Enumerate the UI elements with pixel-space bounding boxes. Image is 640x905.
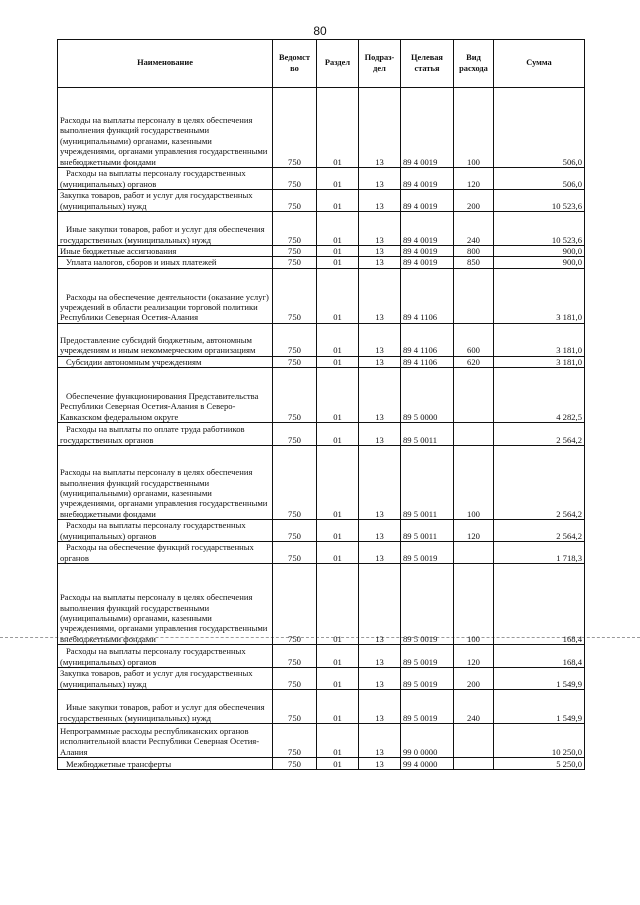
cell-target-article: 89 5 0019 [401, 542, 454, 564]
cell-vedomstvo: 750 [273, 758, 317, 770]
cell-vedomstvo: 750 [273, 564, 317, 645]
cell-vedomstvo: 750 [273, 542, 317, 564]
header-podrazdel: Подраз- дел [359, 40, 401, 88]
cell-target-article: 89 5 0019 [401, 690, 454, 724]
cell-name: Расходы на выплаты персоналу государственных (муниципальных) органов [58, 520, 273, 542]
cell-vedomstvo: 750 [273, 368, 317, 423]
cell-expense-type [454, 724, 494, 758]
table-row [58, 520, 585, 542]
cell-podrazdel: 13 [359, 520, 401, 542]
cell-podrazdel: 13 [359, 645, 401, 668]
cell-name: Межбюджетные трансферты [58, 758, 273, 770]
table-row [58, 356, 585, 367]
table-row [58, 758, 585, 770]
cell-razdel: 01 [317, 268, 359, 323]
header-sum: Сумма [494, 40, 585, 88]
cell-sum: 900,0 [494, 246, 585, 257]
cell-razdel: 01 [317, 212, 359, 246]
header-target-article: Целевая статья [401, 40, 454, 88]
cell-vedomstvo: 750 [273, 423, 317, 446]
cell-razdel: 01 [317, 690, 359, 724]
cell-sum: 1 718,3 [494, 542, 585, 564]
cell-expense-type: 100 [454, 446, 494, 520]
cell-vedomstvo: 750 [273, 724, 317, 758]
cell-name: Иные бюджетные ассигнования [58, 246, 273, 257]
cell-podrazdel: 13 [359, 246, 401, 257]
cell-podrazdel: 13 [359, 268, 401, 323]
cell-podrazdel: 13 [359, 88, 401, 168]
cell-target-article: 89 4 1106 [401, 268, 454, 323]
cell-sum: 2 564,2 [494, 423, 585, 446]
cell-podrazdel: 13 [359, 323, 401, 356]
cell-expense-type: 850 [454, 257, 494, 268]
table-row [58, 724, 585, 758]
cell-razdel: 01 [317, 246, 359, 257]
cell-sum: 10 250,0 [494, 724, 585, 758]
cell-name: Расходы на выплаты по оплате труда работников государственных органов [58, 423, 273, 446]
cell-podrazdel: 13 [359, 190, 401, 212]
cell-expense-type: 200 [454, 190, 494, 212]
cell-expense-type: 240 [454, 212, 494, 246]
table-row [58, 168, 585, 190]
cell-razdel: 01 [317, 564, 359, 645]
cell-target-article: 89 5 0019 [401, 645, 454, 668]
cell-razdel: 01 [317, 257, 359, 268]
cell-vedomstvo: 750 [273, 268, 317, 323]
cell-target-article: 89 5 0019 [401, 668, 454, 690]
cell-expense-type: 100 [454, 564, 494, 645]
cell-name: Иные закупки товаров, работ и услуг для обеспечения государственных (муниципальных) нужд [58, 690, 273, 724]
table-row [58, 190, 585, 212]
cell-name: Закупка товаров, работ и услуг для государственных (муниципальных) нужд [58, 668, 273, 690]
cell-expense-type: 800 [454, 246, 494, 257]
header-vedomstvo: Ведомст во [273, 40, 317, 88]
cell-target-article: 89 5 0000 [401, 368, 454, 423]
cell-sum: 2 564,2 [494, 446, 585, 520]
cell-razdel: 01 [317, 423, 359, 446]
cell-target-article: 99 4 0000 [401, 758, 454, 770]
cell-podrazdel: 13 [359, 212, 401, 246]
cell-vedomstvo: 750 [273, 690, 317, 724]
cell-razdel: 01 [317, 520, 359, 542]
cell-target-article: 89 4 0019 [401, 257, 454, 268]
cell-expense-type [454, 368, 494, 423]
table-row [58, 423, 585, 446]
table-row [58, 542, 585, 564]
cell-podrazdel: 13 [359, 356, 401, 367]
table-header-row [58, 40, 585, 88]
cell-vedomstvo: 750 [273, 323, 317, 356]
cell-expense-type: 120 [454, 645, 494, 668]
cell-target-article: 89 4 0019 [401, 88, 454, 168]
budget-table [57, 39, 585, 770]
cell-expense-type: 620 [454, 356, 494, 367]
cell-podrazdel: 13 [359, 423, 401, 446]
cell-sum: 3 181,0 [494, 356, 585, 367]
cell-sum: 3 181,0 [494, 323, 585, 356]
cell-name: Расходы на обеспечение деятельности (оказание услуг) учреждений в области реализации торговой политики Республики Северная Осетия-Алания [58, 268, 273, 323]
cell-target-article: 89 4 1106 [401, 356, 454, 367]
table-row [58, 323, 585, 356]
cell-sum: 1 549,9 [494, 668, 585, 690]
cell-name: Расходы на выплаты персоналу в целях обеспечения выполнения функций государственными (муниципальными) органами, казенными учреждениями, органами управления государственными внебюджетными фондами [58, 446, 273, 520]
cell-vedomstvo: 750 [273, 246, 317, 257]
cell-vedomstvo: 750 [273, 168, 317, 190]
cell-target-article: 89 4 0019 [401, 212, 454, 246]
table-row [58, 368, 585, 423]
cell-podrazdel: 13 [359, 257, 401, 268]
table-row [58, 257, 585, 268]
cell-razdel: 01 [317, 758, 359, 770]
cell-sum: 168,4 [494, 564, 585, 645]
cell-razdel: 01 [317, 356, 359, 367]
table-row [58, 212, 585, 246]
cell-name: Обеспечение функционирования Представительства Республики Северная Осетия-Алания в Северо-Кавказском федеральном округе [58, 368, 273, 423]
cell-target-article: 89 4 0019 [401, 168, 454, 190]
cell-expense-type: 600 [454, 323, 494, 356]
header-razdel: Раздел [317, 40, 359, 88]
cell-name: Закупка товаров, работ и услуг для государственных (муниципальных) нужд [58, 190, 273, 212]
cell-expense-type: 100 [454, 88, 494, 168]
cell-expense-type [454, 423, 494, 446]
cell-name: Расходы на обеспечение функций государственных органов [58, 542, 273, 564]
cell-podrazdel: 13 [359, 368, 401, 423]
cell-target-article: 89 4 0019 [401, 246, 454, 257]
cell-podrazdel: 13 [359, 446, 401, 520]
cell-razdel: 01 [317, 724, 359, 758]
table-row [58, 645, 585, 668]
cell-target-article: 89 5 0011 [401, 446, 454, 520]
cell-sum: 10 523,6 [494, 212, 585, 246]
cell-sum: 3 181,0 [494, 268, 585, 323]
table-row [58, 246, 585, 257]
cell-sum: 506,0 [494, 88, 585, 168]
cell-vedomstvo: 750 [273, 356, 317, 367]
cell-target-article: 89 5 0019 [401, 564, 454, 645]
cell-vedomstvo: 750 [273, 645, 317, 668]
cell-target-article: 89 4 1106 [401, 323, 454, 356]
cell-sum: 506,0 [494, 168, 585, 190]
cell-podrazdel: 13 [359, 724, 401, 758]
table-row [58, 446, 585, 520]
table-row [58, 88, 585, 168]
cell-name: Непрограммные расходы республиканских органов исполнительной власти Республики Северная Осетия-Алания [58, 724, 273, 758]
cell-razdel: 01 [317, 88, 359, 168]
cell-podrazdel: 13 [359, 690, 401, 724]
cell-podrazdel: 13 [359, 668, 401, 690]
cell-podrazdel: 13 [359, 168, 401, 190]
table-body [58, 88, 585, 770]
cell-name: Расходы на выплаты персоналу в целях обеспечения выполнения функций государственными (муниципальными) органами, казенными учреждениями, органами управления государственными внебюджетными фондами [58, 564, 273, 645]
cell-name: Иные закупки товаров, работ и услуг для обеспечения государственных (муниципальных) нужд [58, 212, 273, 246]
cell-podrazdel: 13 [359, 758, 401, 770]
cell-razdel: 01 [317, 542, 359, 564]
cell-sum: 2 564,2 [494, 520, 585, 542]
cell-sum: 1 549,9 [494, 690, 585, 724]
cell-vedomstvo: 750 [273, 88, 317, 168]
cell-expense-type: 240 [454, 690, 494, 724]
cell-sum: 4 282,5 [494, 368, 585, 423]
cell-target-article: 89 5 0011 [401, 520, 454, 542]
cell-name: Расходы на выплаты персоналу в целях обеспечения выполнения функций государственными (муниципальными) органами, казенными учреждениями, органами управления государственными внебюджетными фондами [58, 88, 273, 168]
cell-sum: 900,0 [494, 257, 585, 268]
table-row [58, 564, 585, 645]
table-row [58, 668, 585, 690]
cell-sum: 10 523,6 [494, 190, 585, 212]
cell-name: Предоставление субсидий бюджетным, автономным учреждениям и иным некоммерческим организациям [58, 323, 273, 356]
cell-vedomstvo: 750 [273, 190, 317, 212]
cell-expense-type [454, 268, 494, 323]
table-row [58, 268, 585, 323]
cell-vedomstvo: 750 [273, 668, 317, 690]
cell-podrazdel: 13 [359, 542, 401, 564]
cell-sum: 5 250,0 [494, 758, 585, 770]
cell-name: Субсидии автономным учреждениям [58, 356, 273, 367]
cell-razdel: 01 [317, 168, 359, 190]
table-row [58, 690, 585, 724]
cell-podrazdel: 13 [359, 564, 401, 645]
cell-vedomstvo: 750 [273, 212, 317, 246]
cell-razdel: 01 [317, 668, 359, 690]
cell-expense-type: 200 [454, 668, 494, 690]
header-expense-type: Вид расхода [454, 40, 494, 88]
cell-vedomstvo: 750 [273, 446, 317, 520]
page-number: 80 [313, 24, 327, 38]
cell-razdel: 01 [317, 368, 359, 423]
cell-target-article: 89 5 0011 [401, 423, 454, 446]
cell-name: Расходы на выплаты персоналу государственных (муниципальных) органов [58, 645, 273, 668]
cell-expense-type [454, 758, 494, 770]
cell-name: Уплата налогов, сборов и иных платежей [58, 257, 273, 268]
cell-expense-type: 120 [454, 168, 494, 190]
cell-target-article: 89 4 0019 [401, 190, 454, 212]
cell-expense-type [454, 542, 494, 564]
cell-razdel: 01 [317, 190, 359, 212]
cell-expense-type: 120 [454, 520, 494, 542]
cell-razdel: 01 [317, 446, 359, 520]
cell-razdel: 01 [317, 323, 359, 356]
cell-vedomstvo: 750 [273, 257, 317, 268]
cell-target-article: 99 0 0000 [401, 724, 454, 758]
cell-vedomstvo: 750 [273, 520, 317, 542]
cell-name: Расходы на выплаты персоналу государственных (муниципальных) органов [58, 168, 273, 190]
header-name: Наименование [58, 40, 273, 88]
cell-razdel: 01 [317, 645, 359, 668]
cell-sum: 168,4 [494, 645, 585, 668]
